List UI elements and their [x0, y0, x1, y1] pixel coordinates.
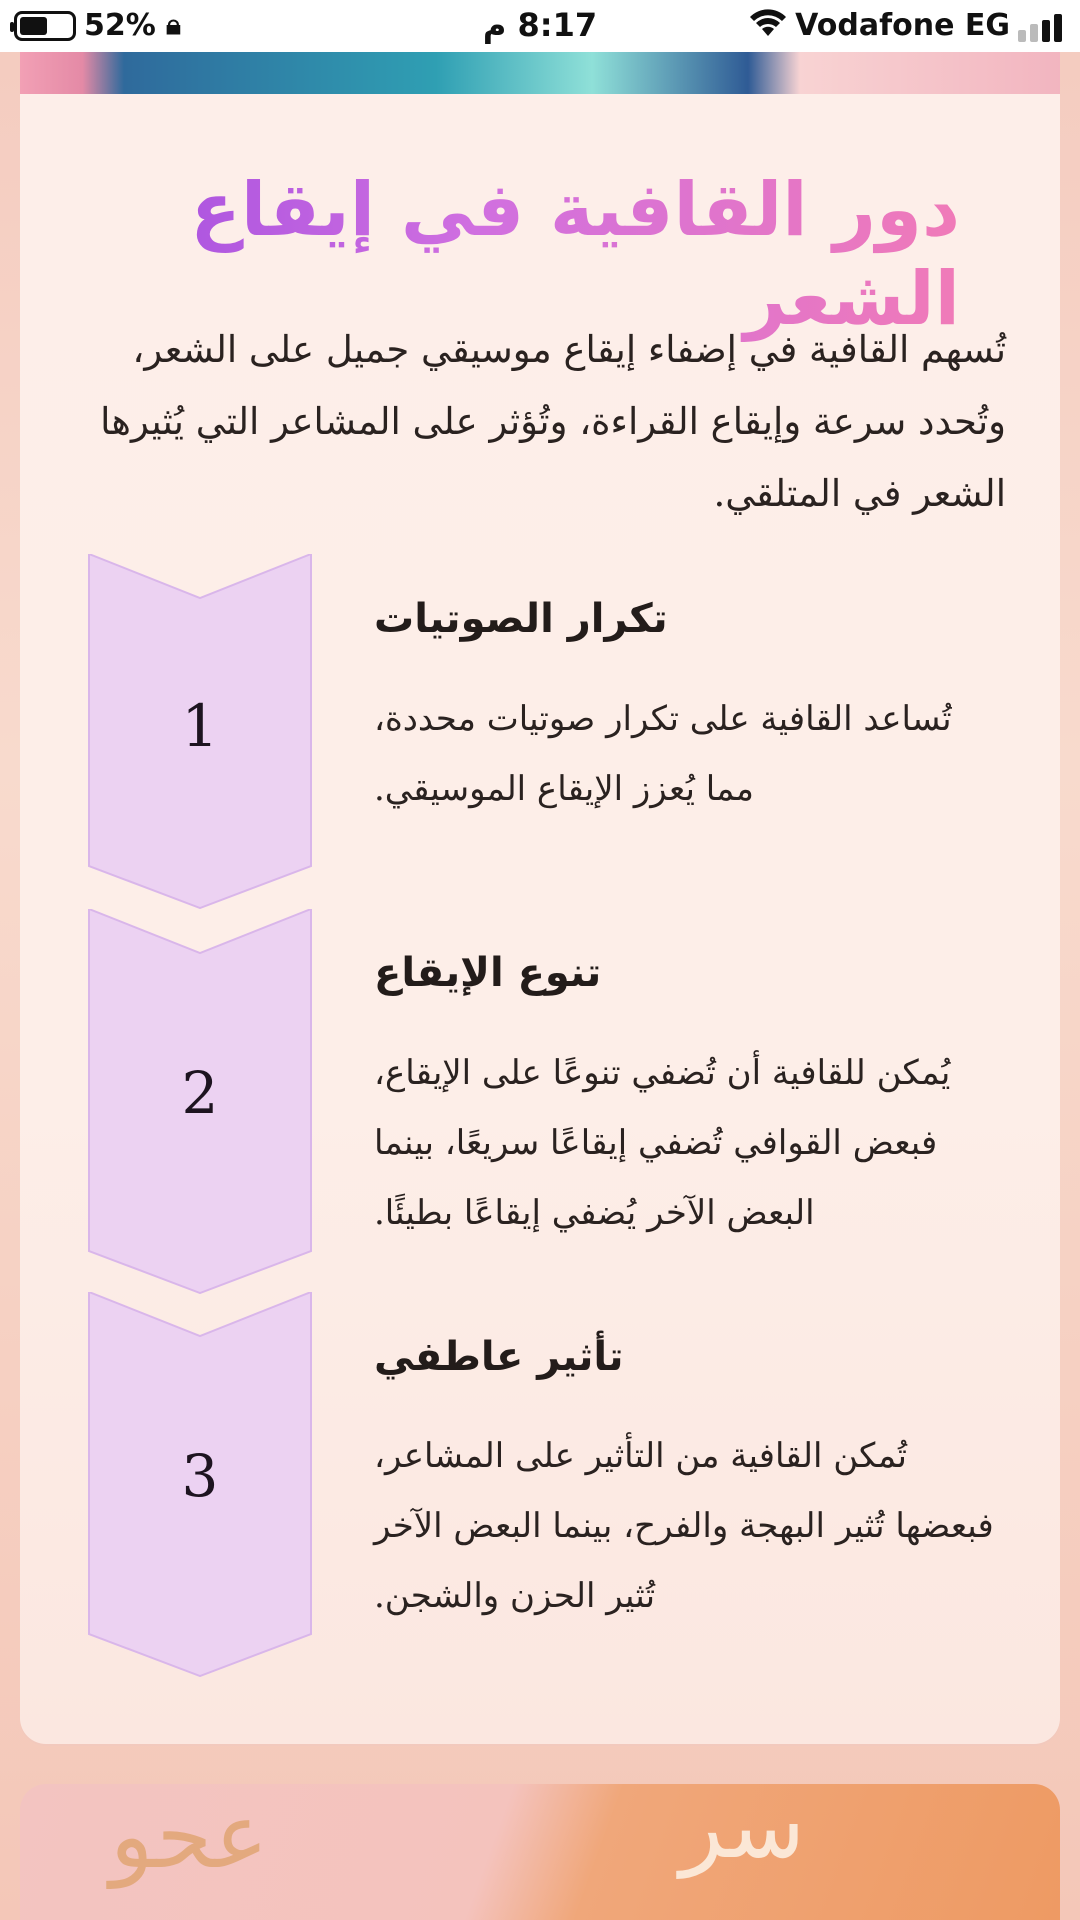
step-3-description: تُمكن القافية من التأثير على المشاعر، فبعضها تُثير البهجة والفرح، بينما البعض الآخر تُثير الحزن والشجن.	[374, 1436, 994, 1616]
step-1-title: تكرار الصوتيات	[374, 596, 668, 642]
step-2-title: تنوع الإيقاع	[374, 950, 602, 996]
step-1-description: تُساعد القافية على تكرار صوتيات محددة، مما يُعزز الإيقاع الموسيقي.	[374, 699, 952, 809]
next-section-image	[20, 1784, 1060, 1920]
step-1-chevron	[88, 554, 312, 909]
article-card	[20, 94, 1060, 1744]
calligraphy-decoration: ﻋﺤﻮ	[110, 1784, 269, 1889]
step-number: 1	[181, 692, 219, 760]
step-3-chevron	[88, 1292, 312, 1677]
carrier-name: Vodafone EG	[795, 8, 1010, 43]
status-bar	[0, 0, 1080, 52]
article-title: دور القافية في إيقاع الشعر	[80, 166, 960, 344]
wifi-icon	[748, 6, 788, 48]
step-number: 2	[181, 1059, 219, 1127]
status-time: 8:17 م	[482, 6, 598, 44]
top-image-strip	[20, 52, 1060, 94]
calligraphy-decoration: ﺳﺮ	[680, 1784, 806, 1879]
signal-bars-icon	[1018, 14, 1064, 42]
rotation-lock-icon: 🔒︎	[166, 8, 181, 41]
step-3-title: تأثير عاطفي	[374, 1334, 624, 1380]
step-number: 3	[181, 1442, 219, 1510]
battery-percentage: 52%	[84, 8, 156, 43]
steps-list	[20, 94, 1060, 1744]
article-intro: تُسهم القافية في إضفاء إيقاع موسيقي جميل على الشعر، وتُحدد سرعة وإيقاع القراءة، وتُؤثر على المشاعر التي يُثيرها الشعر في المتلقي.	[100, 328, 1006, 515]
step-2-description: يُمكن للقافية أن تُضفي تنوعًا على الإيقاع، فبعض القوافي تُضفي إيقاعًا سريعًا، بينما البعض الآخر يُضفي إيقاعًا بطيئًا.	[374, 1053, 951, 1233]
step-2-chevron	[88, 909, 312, 1294]
